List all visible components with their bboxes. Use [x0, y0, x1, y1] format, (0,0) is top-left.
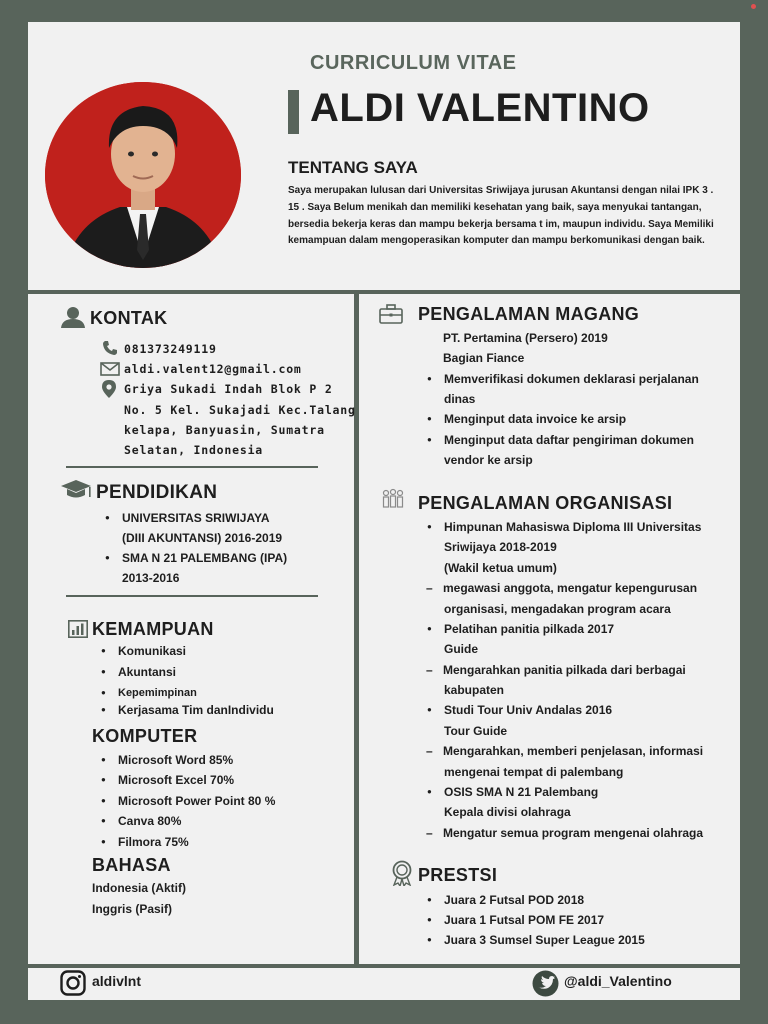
skill-item: ● Akuntansi: [118, 662, 176, 682]
language-title: BAHASA: [92, 855, 171, 875]
computer-skill-item: ● Microsoft Word 85%: [118, 750, 233, 770]
address-line-2: No. 5 Kel. Sukajadi Kec.Talang: [124, 403, 356, 417]
awards-title: PRESTSI: [418, 865, 498, 885]
education-item: ● UNIVERSITAS SRIWIJAYA: [122, 508, 270, 528]
internship-department: Bagian Fiance: [443, 351, 525, 365]
organization-item: ● OSIS SMA N 21 Palembang: [444, 782, 598, 802]
internship-task-cont: dinas: [444, 392, 476, 406]
contact-title: KONTAK: [90, 308, 168, 328]
address-line-1: Griya Sukadi Indah Blok P 2: [124, 382, 333, 396]
email-icon: [100, 362, 120, 376]
organization-item-detail: Sriwijaya 2018-2019: [444, 540, 557, 554]
right-column: [359, 294, 740, 964]
phone-icon: [102, 340, 118, 356]
phone-number: 081373249119: [124, 342, 217, 356]
language-item: Inggris (Pasif): [92, 902, 173, 916]
red-dot: [751, 4, 756, 9]
name-accent-bar: [288, 90, 299, 134]
computer-skill-item: ● Microsoft Excel 70%: [118, 770, 234, 790]
education-item-detail: (DIII AKUNTANSI) 2016-2019: [122, 531, 283, 545]
footer-panel: [28, 968, 740, 1000]
organization-item: ● Himpunan Mahasiswa Diploma III Universitas: [444, 517, 701, 537]
about-text: Saya merupakan lulusan dari Universitas Sriwijaya jurusan Akuntansi dengan nilai IPK 3 . 15 . Saya Belum menikah dan memiliki kesehatan yang baik, saya menyukai tantangan, bersedia bekerja keras dan mampu bekerja bersama t im, maupun individu. Saya Memiliki kemampuan dalam mengoperasikan komputer dan mampu berkomunikasi dengan baik.: [288, 185, 714, 247]
about-title: TENTANG SAYA: [288, 158, 418, 177]
education-item-detail: 2013-2016: [122, 571, 180, 585]
instagram-handle[interactable]: aldivlnt: [92, 973, 142, 989]
internship-task-cont: vendor ke arsip: [444, 453, 533, 467]
organization-item-detail: Kepala divisi olahraga: [444, 805, 571, 819]
skill-item: ● Kerjasama Tim danIndividu: [118, 700, 274, 720]
twitter-handle[interactable]: @aldi_Valentino: [564, 973, 672, 989]
header-panel: [28, 22, 740, 290]
organization-item-detail: Tour Guide: [444, 724, 508, 738]
computer-skill-item: ● Microsoft Power Point 80 %: [118, 791, 275, 811]
skills-title: KEMAMPUAN: [92, 619, 214, 639]
award-item: ● Juara 2 Futsal POD 2018: [444, 890, 584, 910]
organization-duty: – Mengarahkan, memberi penjelasan, informasi: [443, 741, 703, 761]
organization-item-detail: mengenai tempat di palembang: [444, 765, 624, 779]
organization-duty: – Mengatur semua program mengenai olahraga: [443, 823, 703, 843]
address-line-4: Selatan, Indonesia: [124, 443, 264, 457]
organization-duty: – megawasi anggota, mengatur kepengurusan: [443, 578, 697, 598]
skill-item: ● Kepemimpinan: [118, 683, 197, 703]
instagram-icon[interactable]: [60, 970, 86, 996]
award-badge-icon: [391, 860, 413, 886]
location-pin-icon: [102, 380, 116, 398]
profile-photo: [45, 82, 241, 268]
person-icon: [60, 306, 86, 328]
skill-item: ● Komunikasi: [118, 641, 186, 661]
bar-chart-icon: [68, 620, 88, 638]
people-group-icon: [381, 488, 405, 508]
education-item: ● SMA N 21 PALEMBANG (IPA): [122, 548, 287, 568]
twitter-icon[interactable]: [532, 970, 559, 997]
computer-skill-item: ● Canva 80%: [118, 811, 181, 831]
organization-duty: – Mengarahkan panitia pilkada dari berbagai: [443, 660, 686, 680]
organization-item: ● Pelatihan panitia pilkada 2017: [444, 619, 614, 639]
award-item: ● Juara 3 Sumsel Super League 2015: [444, 930, 645, 950]
internship-title: PENGALAMAN MAGANG: [418, 304, 640, 324]
section-divider: [66, 466, 318, 468]
organization-title: PENGALAMAN ORGANISASI: [418, 493, 673, 513]
organization-item-detail: (Wakil ketua umum): [444, 561, 557, 575]
organization-item-detail: kabupaten: [444, 683, 505, 697]
section-divider: [66, 595, 318, 597]
cv-label: CURRICULUM VITAE: [310, 52, 517, 74]
education-title: PENDIDIKAN: [96, 482, 218, 503]
internship-task: ● Menginput data daftar pengiriman dokumen: [444, 430, 694, 450]
computer-title: KOMPUTER: [92, 726, 198, 746]
organization-item-detail: Guide: [444, 642, 479, 656]
email-address: aldi.valent12@gmail.com: [124, 362, 302, 376]
organization-item: ● Studi Tour Univ Andalas 2016: [444, 700, 612, 720]
internship-task: ● Memverifikasi dokumen deklarasi perjalanan: [444, 369, 699, 389]
organization-item-detail: organisasi, mengadakan program acara: [444, 602, 671, 616]
graduation-cap-icon: [60, 480, 94, 500]
full-name: ALDI VALENTINO: [310, 86, 650, 130]
computer-skill-item: ● Filmora 75%: [118, 832, 189, 852]
award-item: ● Juara 1 Futsal POM FE 2017: [444, 910, 604, 930]
briefcase-icon: [379, 304, 403, 324]
internship-company: PT. Pertamina (Persero) 2019: [443, 331, 608, 345]
internship-task: ● Menginput data invoice ke arsip: [444, 409, 626, 429]
portrait-image: [45, 82, 241, 268]
address-line-3: kelapa, Banyuasin, Sumatra: [124, 423, 325, 437]
left-column: [28, 294, 354, 964]
language-item: Indonesia (Aktif): [92, 881, 187, 895]
